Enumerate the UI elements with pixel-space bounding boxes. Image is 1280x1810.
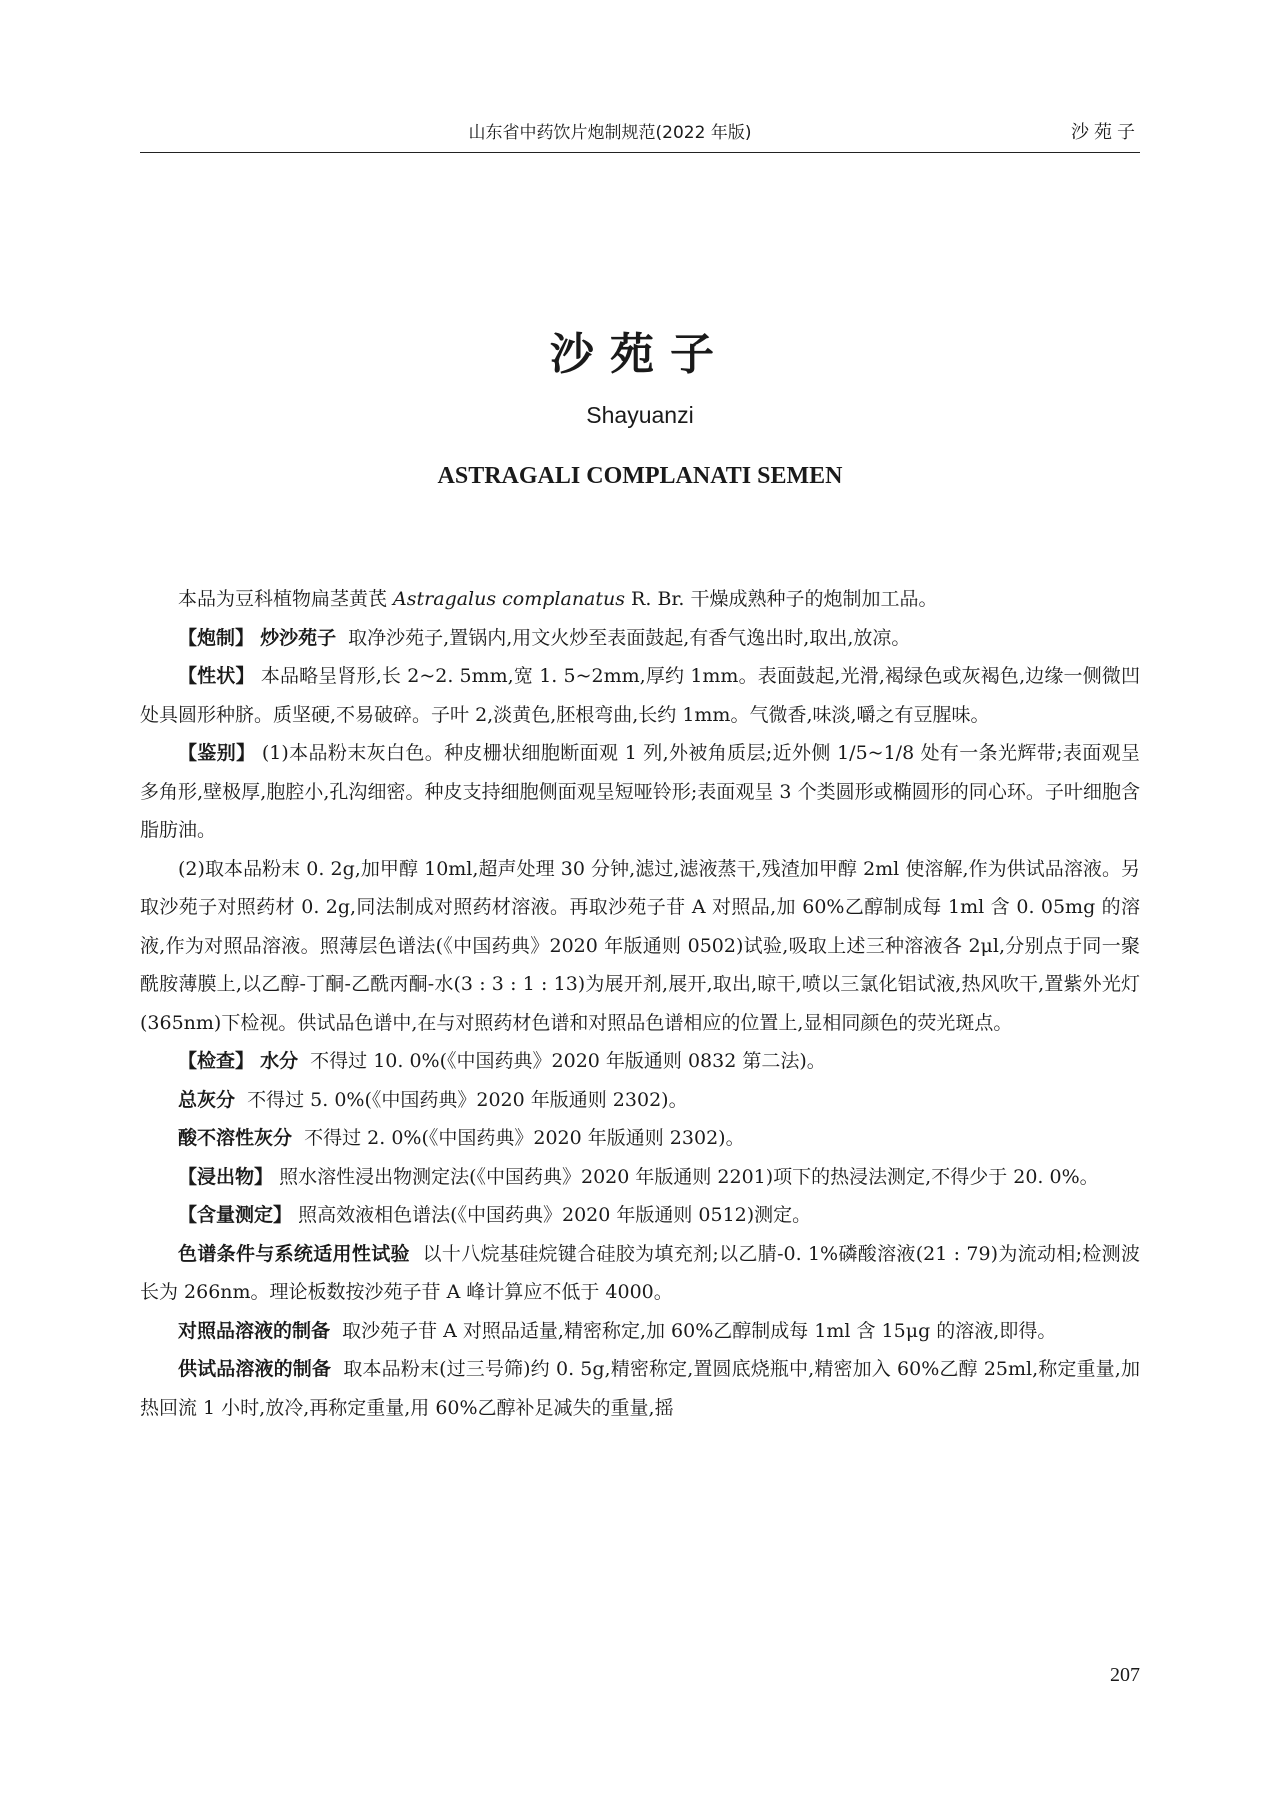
- page-title: 沙苑子: [550, 329, 730, 380]
- intro-paragraph: [140, 580, 1140, 619]
- acid-ash-label: 酸不溶性灰分: [178, 1127, 293, 1149]
- reference-solution-paragraph: [140, 1312, 1140, 1351]
- reference-solution-text: 取沙苑子苷 A 对照品适量,精密称定,加 60%乙醇制成每 1ml 含 15μg 的溶液,即得。: [342, 1319, 1057, 1342]
- monograph-body: [140, 580, 1140, 1427]
- page-number: 207: [1110, 1664, 1140, 1686]
- processing-text: 取净沙苑子,置锅内,用文火炒至表面鼓起,有香气逸出时,取出,放凉。: [348, 626, 911, 649]
- identification-text-2: (2)取本品粉末 0. 2g,加甲醇 10ml,超声处理 30 分钟,滤过,滤液蒸干,残渣加甲醇 2ml 使溶解,作为供试品溶液。另取沙苑子对照药材 0. 2g,同法制成对照药材溶液。再取沙苑子苷 A 对照品,加 60%乙醇制成每 1ml 含 0. 05mg 的溶液,作为对照品溶液。照薄层色谱法(《中国药典》2020 年版通则 0502)试验,吸取上述三种溶液各 2μl,分别点于同一聚酰胺薄膜上,以乙醇-丁酮-乙酰丙酮-水(3 : 3 : 1 : 13)为展开剂,展开,取出,晾干,喷以三氯化铝试液,热风吹干,置紫外光灯(365nm)下检视。供试品色谱中,在与对照药材色谱和对照品色谱相应的位置上,显相同颜色的荧光斑点。: [140, 857, 1140, 1034]
- identification-paragraph-2: [140, 850, 1140, 1043]
- water-label: 水分: [260, 1050, 299, 1072]
- running-entry-name: 沙苑子: [1071, 122, 1140, 143]
- sample-solution-label: 供试品溶液的制备: [178, 1358, 332, 1380]
- sample-solution-text: 取本品粉末(过三号筛)约 0. 5g,精密称定,置圆底烧瓶中,精密加入 60%乙醇 25ml,称定重量,加热回流 1 小时,放冷,再称定重量,用 60%乙醇补足减失的重量,摇: [140, 1358, 1140, 1419]
- acid-ash-text: 不得过 2. 0%(《中国药典》2020 年版通则 2302)。: [304, 1127, 745, 1149]
- identification-paragraph-1: [140, 734, 1140, 850]
- total-ash-paragraph: [140, 1081, 1140, 1120]
- sample-solution-paragraph: [140, 1350, 1140, 1427]
- intro-pre: 本品为豆科植物扁茎黄芪: [178, 588, 394, 610]
- examination-paragraph: [140, 1042, 1140, 1081]
- reference-solution-label: 对照品溶液的制备: [178, 1319, 331, 1342]
- identification-label: 【鉴别】: [178, 742, 256, 764]
- total-ash-text: 不得过 5. 0%(《中国药典》2020 年版通则 2302)。: [247, 1088, 688, 1111]
- chromatography-text: 以十八烷基硅烷键合硅胶为填充剂;以乙腈-0. 1%磷酸溶液(21 : 79)为流动相;检测波长为 266nm。理论板数按沙苑子苷 A 峰计算应不低于 4000。: [140, 1242, 1140, 1303]
- assay-text: 照高效液相色谱法(《中国药典》2020 年版通则 0512)测定。: [298, 1204, 812, 1226]
- species-name: Astragalus complanatus: [393, 588, 626, 610]
- extract-label: 【浸出物】: [178, 1165, 274, 1188]
- pinyin-title: Shayuanzi: [586, 402, 694, 428]
- total-ash-label: 总灰分: [178, 1088, 236, 1111]
- acid-ash-paragraph: [140, 1119, 1140, 1158]
- extract-paragraph: [140, 1158, 1140, 1197]
- processing-label: 【炮制】: [178, 626, 255, 649]
- intro-post: R. Br. 干燥成熟种子的炮制加工品。: [625, 588, 938, 610]
- chromatography-label: 色谱条件与系统适用性试验: [178, 1242, 410, 1265]
- page-header: [140, 118, 1140, 153]
- processing-paragraph: [140, 619, 1140, 658]
- identification-text-1: (1)本品粉末灰白色。种皮栅状细胞断面观 1 列,外被角质层;近外侧 1/5~1/8 处有一条光辉带;表面观呈多角形,壁极厚,胞腔小,孔沟细密。种皮支持细胞侧面观呈短哑铃形;表面观呈 3 个类圆形或椭圆形的同心环。子叶细胞含脂肪油。: [140, 742, 1140, 841]
- assay-label: 【含量测定】: [178, 1204, 293, 1226]
- chromatography-paragraph: [140, 1235, 1140, 1312]
- description-paragraph: [140, 657, 1140, 734]
- assay-paragraph: [140, 1196, 1140, 1235]
- latin-title: ASTRAGALI COMPLANATI SEMEN: [437, 463, 843, 489]
- processing-method: 炒沙苑子: [260, 626, 337, 649]
- examination-label: 【检查】: [178, 1050, 255, 1072]
- running-title: 山东省中药饮片炮制规范(2022 年版): [468, 123, 752, 143]
- water-text: 不得过 10. 0%(《中国药典》2020 年版通则 0832 第二法)。: [310, 1050, 826, 1072]
- description-text: 本品略呈肾形,长 2~2. 5mm,宽 1. 5~2mm,厚约 1mm。表面鼓起,光滑,褐绿色或灰褐色,边缘一侧微凹处具圆形种脐。质坚硬,不易破碎。子叶 2,淡黄色,胚根弯曲,长约 1mm。气微香,味淡,嚼之有豆腥味。: [140, 665, 1141, 726]
- description-label: 【性状】: [178, 665, 255, 687]
- extract-text: 照水溶性浸出物测定法(《中国药典》2020 年版通则 2201)项下的热浸法测定,不得少于 20. 0%。: [279, 1165, 1099, 1188]
